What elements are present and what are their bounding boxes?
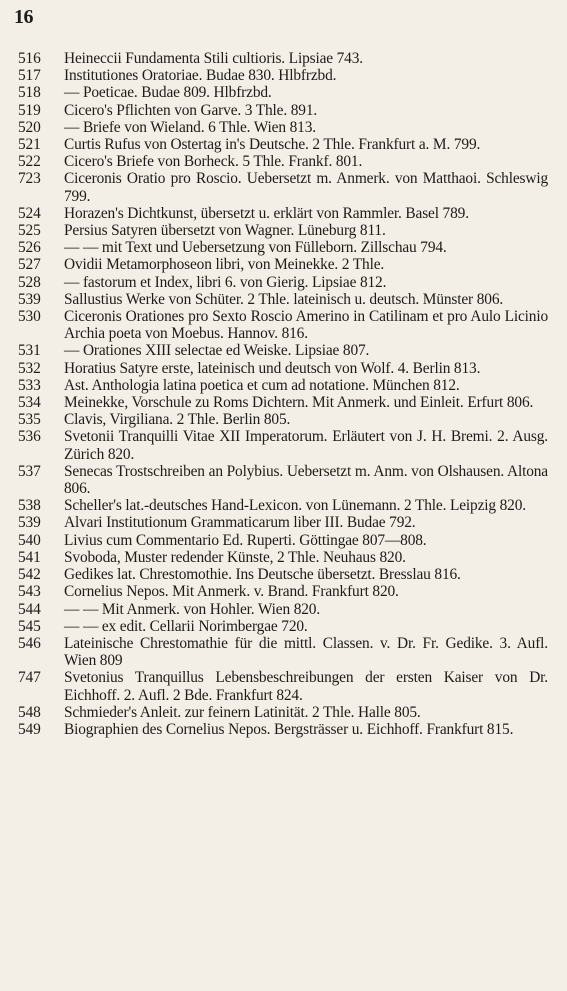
entry-number: 543 xyxy=(18,583,41,601)
entry-text: Curtis Rufus von Ostertag in's Deutsche. 2 Thle. Frankfurt a. M. 799. xyxy=(64,136,481,154)
catalog-entry xyxy=(18,411,548,428)
entry-number: 521 xyxy=(18,136,41,154)
entry-number: 538 xyxy=(18,497,41,515)
entry-number: 526 xyxy=(18,239,41,257)
entry-number: 542 xyxy=(18,566,41,584)
entry-number: 524 xyxy=(18,204,41,222)
entry-text: — — Mit Anmerk. von Hohler. Wien 820. xyxy=(64,600,321,618)
entry-number: 518 xyxy=(18,84,41,102)
entry-number: 522 xyxy=(18,153,41,171)
entry-number: 534 xyxy=(18,394,41,412)
catalog-entry xyxy=(18,428,548,462)
entry-number: 539 xyxy=(18,290,41,308)
entry-text: Institutiones Oratoriae. Budae 830. Hlbfrzbd. xyxy=(64,67,337,85)
entry-text: Horatius Satyre erste, lateinisch und deutsch von Wolf. 4. Berlin 813. xyxy=(64,359,481,377)
entry-number: 536 xyxy=(18,428,41,446)
catalog-entry xyxy=(18,618,548,635)
entry-text: — Orationes XIII selectae ed Weiske. Lipsiae 807. xyxy=(64,342,370,360)
entry-number: 517 xyxy=(18,67,41,85)
catalog-entry xyxy=(18,669,548,703)
entry-text: Biographien des Cornelius Nepos. Bergsträsser u. Eichhoff. Frankfurt 815. xyxy=(64,720,514,738)
catalog-entry xyxy=(18,291,548,308)
entry-number: 533 xyxy=(18,376,41,394)
entry-number: 544 xyxy=(18,600,41,618)
entry-text: Sallustius Werke von Schüter. 2 Thle. lateinisch u. deutsch. Münster 806. xyxy=(64,290,504,308)
entry-text: Ast. Anthologia latina poetica et cum ad notatione. München 812. xyxy=(64,376,460,394)
catalog-entry xyxy=(18,721,548,738)
entry-text: Cicero's Pflichten von Garve. 3 Thle. 891. xyxy=(64,101,318,119)
entry-number: 535 xyxy=(18,411,41,429)
entry-text: Svetonius Tranquillus Lebensbeschreibungen der ersten Kaiser von Dr. Eichhoff. 2. Aufl. 2 Bde. Frankfurt 824. xyxy=(64,669,548,704)
catalog-entry xyxy=(18,274,548,291)
entry-text: Cornelius Nepos. Mit Anmerk. v. Brand. Frankfurt 820. xyxy=(64,583,399,601)
entry-text: Persius Satyren übersetzt von Wagner. Lüneburg 811. xyxy=(64,222,386,240)
catalog-entry xyxy=(18,497,548,514)
catalog-entry xyxy=(18,239,548,256)
catalog-entry xyxy=(18,601,548,618)
entry-text: Ciceronis Oratio pro Roscio. Uebersetzt m. Anmerk. von Matthaoi. Schleswig 799. xyxy=(64,170,548,205)
entry-number: 519 xyxy=(18,101,41,119)
catalog-entry xyxy=(18,463,548,497)
entry-text: — Poeticae. Budae 809. Hlbfrzbd. xyxy=(64,84,272,102)
entry-text: Svetonii Tranquilli Vitae XII Imperatorum. Erläutert von J. H. Bremi. 2. Ausg. Zürich 820. xyxy=(64,428,548,463)
entry-text: Clavis, Virgiliana. 2 Thle. Berlin 805. xyxy=(64,411,291,429)
entry-text: Svoboda, Muster redender Künste, 2 Thle. Neuhaus 820. xyxy=(64,548,406,566)
catalog-entry xyxy=(18,256,548,273)
entry-number: 747 xyxy=(18,669,41,687)
entry-number: 532 xyxy=(18,359,41,377)
entry-number: 723 xyxy=(18,170,41,188)
entry-text: Senecas Trostschreiben an Polybius. Uebersetzt m. Anm. von Olshausen. Altona 806. xyxy=(64,462,548,498)
entry-number: 540 xyxy=(18,531,41,549)
catalog-entry xyxy=(18,514,548,531)
entry-text: Scheller's lat.-deutsches Hand-Lexicon. von Lünemann. 2 Thle. Leipzig 820. xyxy=(64,497,526,515)
entry-text: Livius cum Commentario Ed. Ruperti. Göttingae 807—808. xyxy=(64,531,427,549)
page-number: 16 xyxy=(14,6,33,28)
entry-text: Lateinische Chrestomathie für die mittl. Classen. v. Dr. Fr. Gedike. 3. Aufl. Wien 809 xyxy=(64,634,548,670)
entry-number: 531 xyxy=(18,342,41,360)
entry-number: 525 xyxy=(18,222,41,240)
entry-number: 549 xyxy=(18,720,41,738)
catalog-entry xyxy=(18,119,548,136)
catalog-entries xyxy=(18,50,548,738)
entry-text: Schmieder's Anleit. zur feinern Latinität. 2 Thle. Halle 805. xyxy=(64,703,421,721)
entry-number: 527 xyxy=(18,256,41,274)
entry-number: 520 xyxy=(18,118,41,136)
entry-text: Heineccii Fundamenta Stili cultioris. Lipsiae 743. xyxy=(64,50,363,67)
entry-number: 541 xyxy=(18,548,41,566)
entry-text: Meinekke, Vorschule zu Roms Dichtern. Mit Anmerk. und Einleit. Erfurt 806. xyxy=(64,394,534,412)
catalog-entry xyxy=(18,549,548,566)
catalog-entry xyxy=(18,342,548,359)
catalog-entry xyxy=(18,704,548,721)
catalog-entry xyxy=(18,308,548,342)
catalog-entry xyxy=(18,532,548,549)
catalog-entry xyxy=(18,153,548,170)
catalog-entry xyxy=(18,102,548,119)
entry-text: Ovidii Metamorphoseon libri, von Meinekke. 2 Thle. xyxy=(64,256,385,274)
catalog-entry xyxy=(18,50,548,67)
entry-number: 516 xyxy=(18,50,41,67)
entry-text: Horazen's Dichtkunst, übersetzt u. erklärt von Rammler. Basel 789. xyxy=(64,204,469,222)
entry-text: Gedikes lat. Chrestomothie. Ins Deutsche übersetzt. Bresslau 816. xyxy=(64,566,461,584)
catalog-entry xyxy=(18,136,548,153)
entry-text: — — mit Text und Uebersetzung von Fülleborn. Zillschau 794. xyxy=(64,239,447,257)
catalog-entry xyxy=(18,583,548,600)
entry-text: Ciceronis Orationes pro Sexto Roscio Amerino in Catilinam et pro Aulo Licinio Archia poeta von Moebus. Hannov. 816. xyxy=(64,308,548,343)
entry-text: Alvari Institutionum Grammaticarum liber III. Budae 792. xyxy=(64,514,416,532)
catalog-entry xyxy=(18,84,548,101)
entry-number: 528 xyxy=(18,273,41,291)
entry-text: — — ex edit. Cellarii Norimbergae 720. xyxy=(64,617,308,635)
catalog-entry xyxy=(18,67,548,84)
catalog-entry xyxy=(18,377,548,394)
entry-number: 546 xyxy=(18,634,41,652)
entry-number: 530 xyxy=(18,308,41,326)
catalog-entry xyxy=(18,205,548,222)
entry-number: 537 xyxy=(18,462,41,480)
entry-number: 548 xyxy=(18,703,41,721)
entry-number: 545 xyxy=(18,617,41,635)
entry-text: — fastorum et Index, libri 6. von Gierig. Lipsiae 812. xyxy=(64,273,387,291)
catalog-entry xyxy=(18,635,548,669)
catalog-entry xyxy=(18,360,548,377)
entry-text: — Briefe von Wieland. 6 Thle. Wien 813. xyxy=(64,118,316,136)
entry-text: Cicero's Briefe von Borheck. 5 Thle. Frankf. 801. xyxy=(64,153,363,171)
entry-number: 539 xyxy=(18,514,41,532)
catalog-entry xyxy=(18,566,548,583)
catalog-entry xyxy=(18,394,548,411)
catalog-entry xyxy=(18,222,548,239)
catalog-entry xyxy=(18,170,548,204)
